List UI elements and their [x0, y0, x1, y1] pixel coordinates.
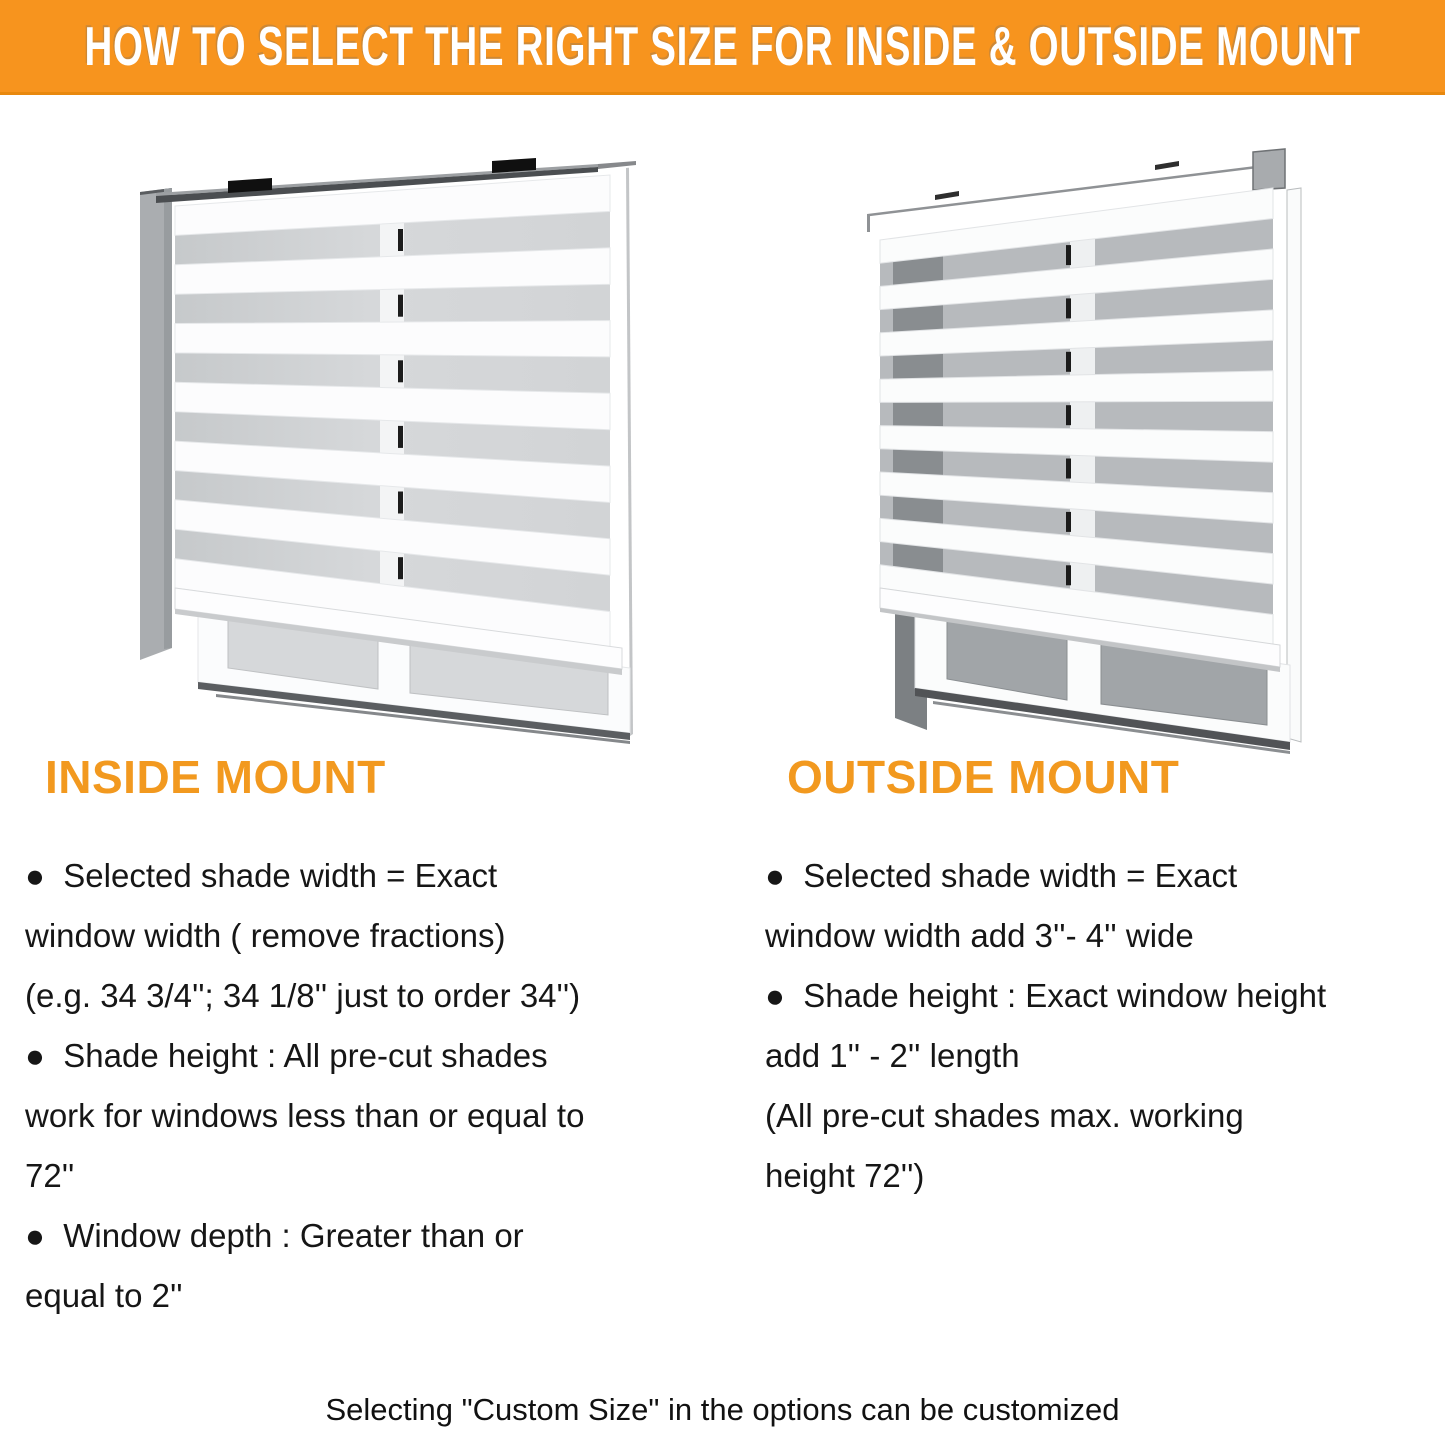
note-line: window width add 3''- 4'' wide	[765, 917, 1194, 954]
zebra-shade	[175, 175, 610, 648]
note-line: work for windows less than or equal to	[25, 1097, 585, 1134]
outside-mount-heading: OUTSIDE MOUNT	[787, 751, 1180, 803]
mounting-block	[1253, 149, 1285, 190]
note-line: ● Selected shade width = Exact	[765, 857, 1238, 894]
custom-size-note: Selecting "Custom Size" in the options can be customized	[325, 1392, 1120, 1427]
inside-mount-illustration	[130, 148, 645, 748]
note-line: (e.g. 34 3/4''; 34 1/8'' just to order 34'')	[25, 977, 581, 1014]
banner-title: HOW TO SELECT THE RIGHT SIZE FOR INSIDE & OUTSIDE MOUNT	[84, 15, 1361, 77]
window-right-frame-strip	[1287, 188, 1301, 742]
inside-mount-heading: INSIDE MOUNT	[45, 751, 386, 803]
note-line: add 1'' - 2'' length	[765, 1037, 1020, 1074]
note-line: (All pre-cut shades max. working	[765, 1097, 1244, 1134]
note-line: ● Shade height : Exact window height	[765, 977, 1327, 1014]
outside-mount-illustration	[855, 140, 1400, 758]
window-jamb	[140, 188, 172, 660]
inside-mount-notes	[25, 846, 725, 1326]
note-line: ● Window depth : Greater than or	[25, 1217, 524, 1254]
outside-mount-window-drawing	[855, 140, 1400, 758]
note-line: 72''	[25, 1157, 75, 1194]
window-right-edge	[626, 168, 633, 736]
inside-mount-window-drawing	[130, 148, 645, 748]
outside-mount-notes	[765, 846, 1445, 1206]
note-line: window width ( remove fractions)	[25, 917, 506, 954]
note-line: ● Selected shade width = Exact	[25, 857, 498, 894]
note-line: ● Shade height : All pre-cut shades	[25, 1037, 548, 1074]
zebra-shade	[880, 188, 1273, 645]
note-line: height 72'')	[765, 1157, 925, 1194]
banner	[0, 0, 1445, 95]
note-line: equal to 2''	[25, 1277, 183, 1314]
